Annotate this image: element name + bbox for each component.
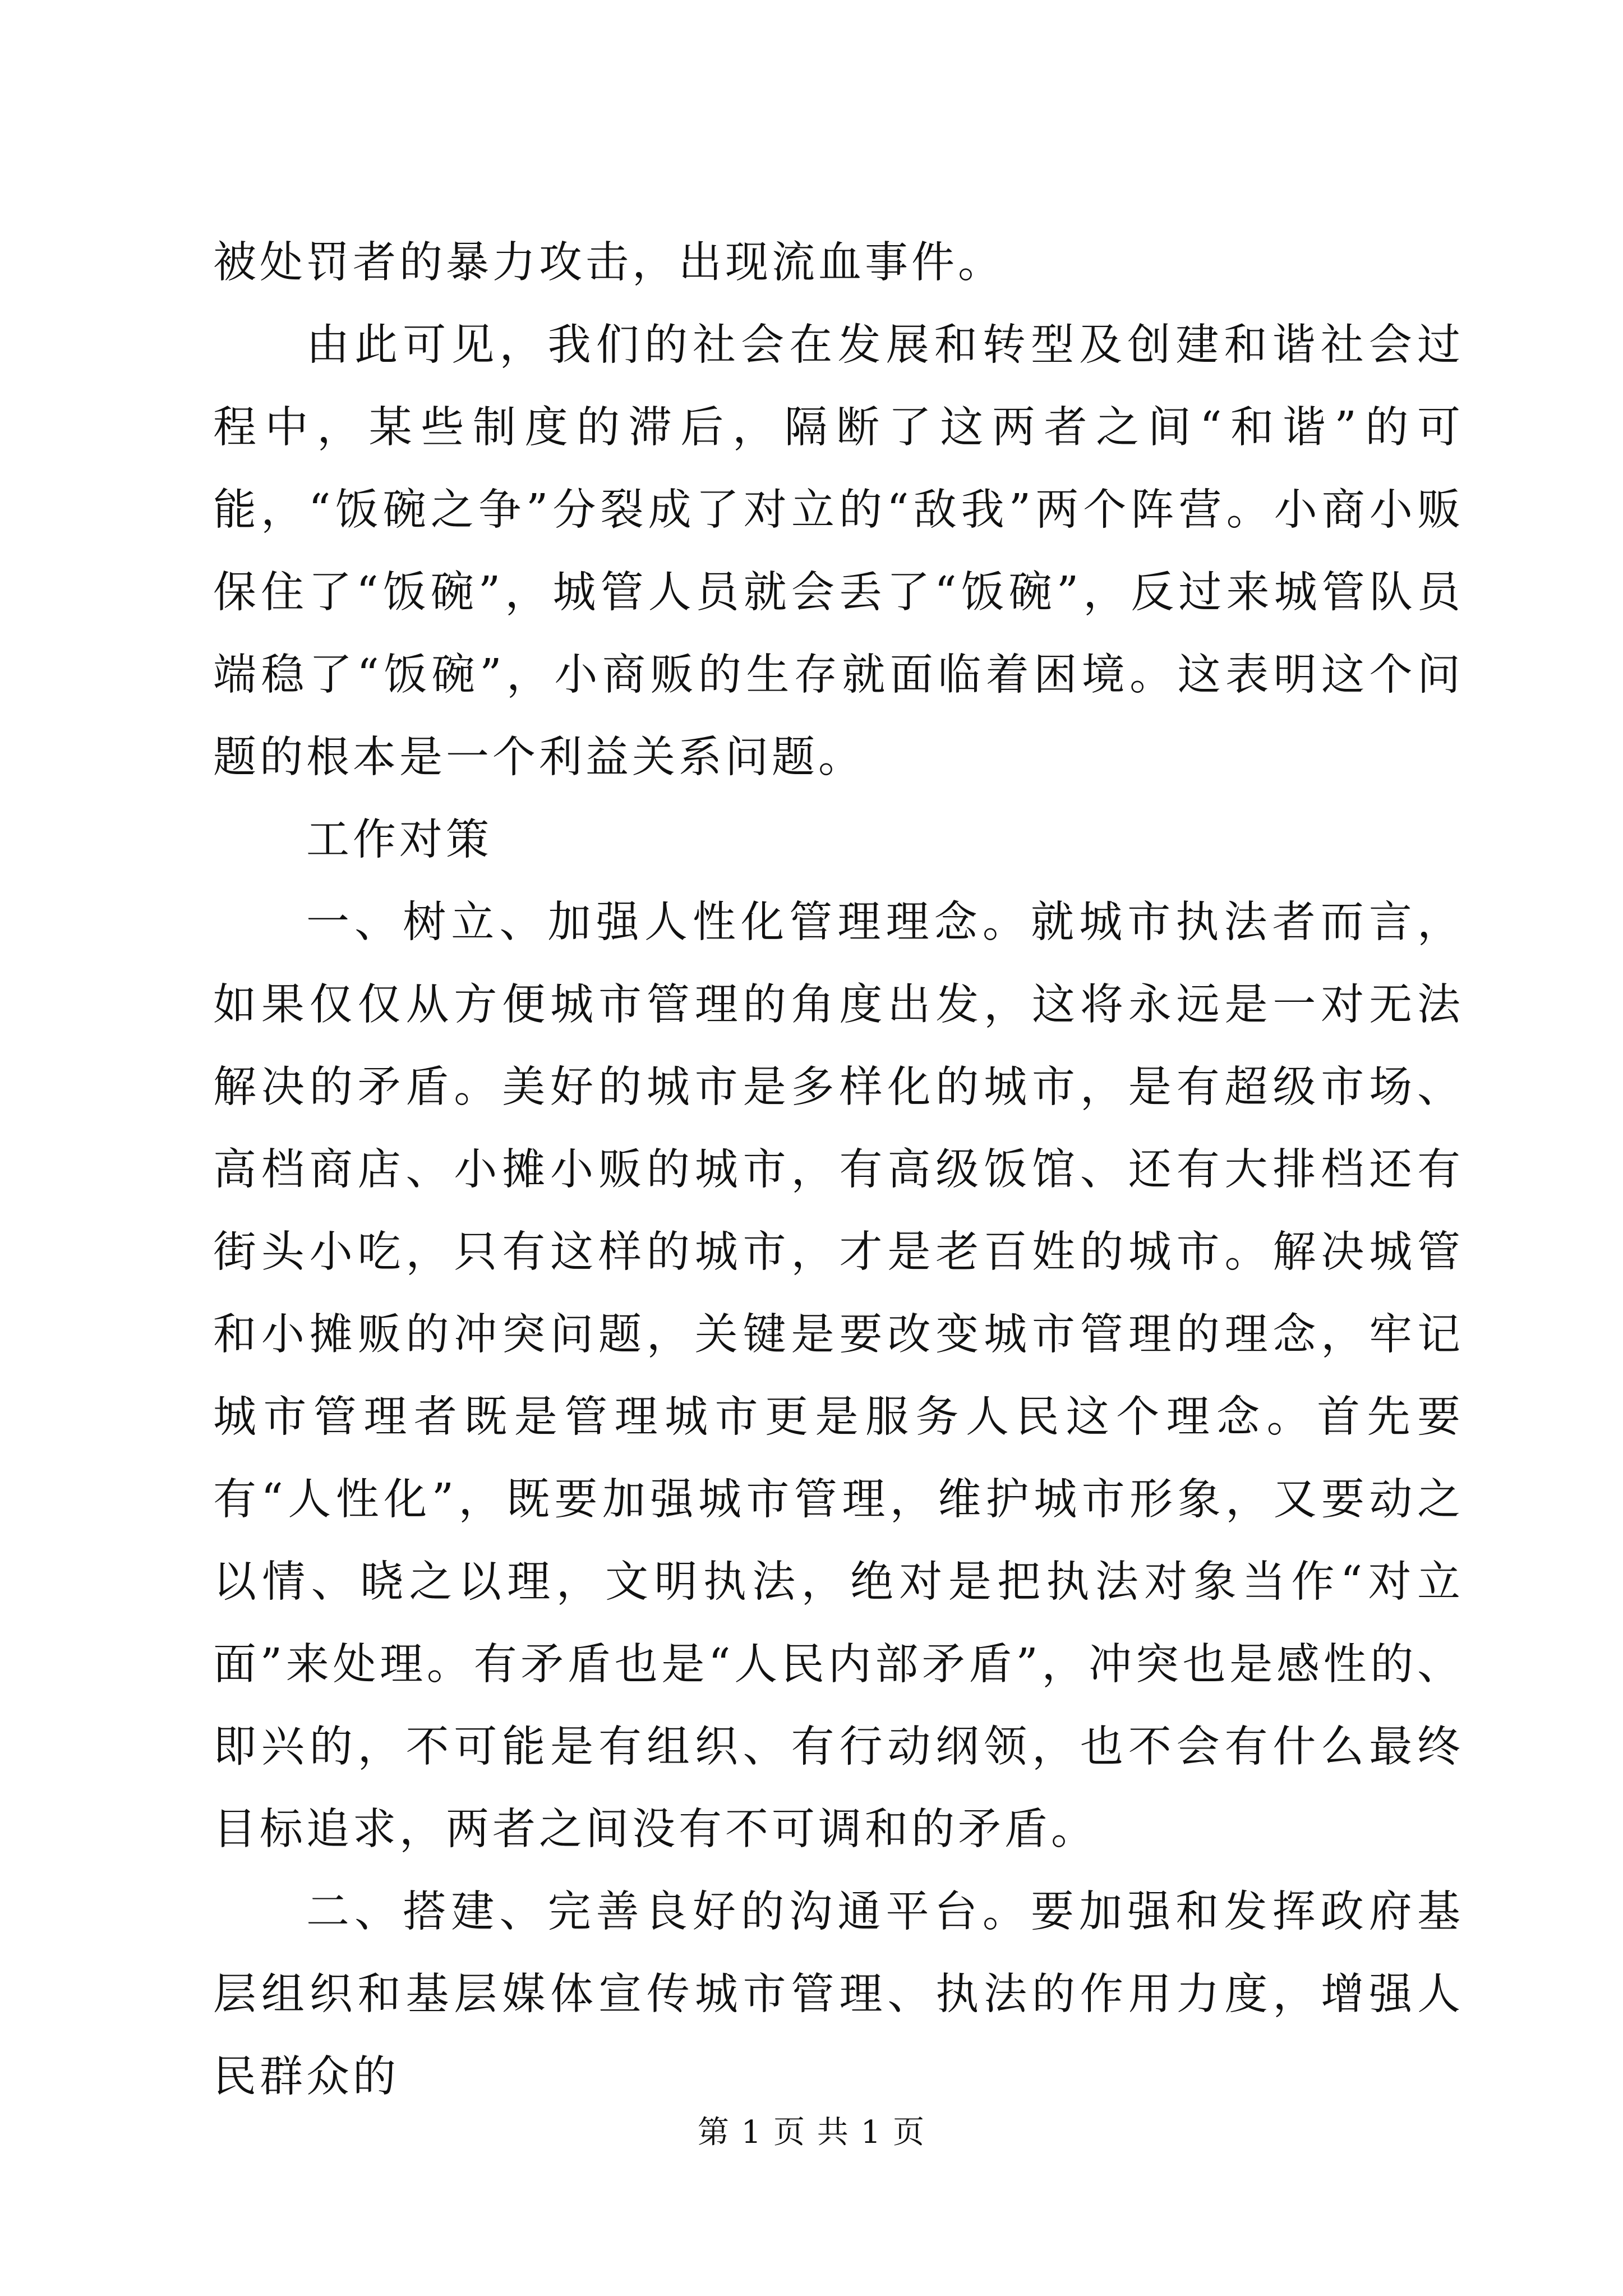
paragraph: 一、树立、加强人性化管理理念。就城市执法者而言，如果仅仅从方便城市管理的角度出发，这将永远是一对无法解决的矛盾。美好的城市是多样化的城市，是有超级市场、高档商店、小摊小贩的城市，有高级饭馆、还有大排档还有街头小吃，只有这样的城市，才是老百姓的城市。解决城管和小摊贩的冲突问题，关键是要改变城市管理的理念，牢记城市管理者既是管理城市更是服务人民这个理念。首先要有“人性化”，既要加强城市管理，维护城市形象，又要动之以情、晓之以理，文明执法，绝对是把执法对象当作“对立面”来处理。有矛盾也是“人民内部矛盾”，冲突也是感性的、即兴的，不可能是有组织、有行动纲领，也不会有什么最终目标追求，两者之间没有不可调和的矛盾。 bbox=[213, 898, 1464, 1855]
paragraph: 被处罚者的暴力攻击，出现流血事件。 bbox=[213, 238, 1004, 288]
document-body bbox=[213, 222, 1464, 2118]
paragraph: 由此可见，我们的社会在发展和转型及创建和谐社会过程中，某些制度的滞后，隔断了这两者之间“和谐”的可能，“饭碗之争”分裂成了对立的“敌我”两个阵营。小商小贩保住了“饭碗”，城管人员就会丢了“饭碗”，反过来城管队员端稳了“饭碗”，小商贩的生存就面临着困境。这表明这个问题的根本是一个利益关系问题。 bbox=[213, 320, 1464, 783]
paragraph: 二、搭建、完善良好的沟通平台。要加强和发挥政府基层组织和基层媒体宣传城市管理、执法的作用力度，增强人民群众的 bbox=[213, 1887, 1464, 2102]
section-heading: 工作对策 bbox=[306, 815, 492, 865]
page-footer: 第 1 页 共 1 页 bbox=[697, 2114, 926, 2151]
